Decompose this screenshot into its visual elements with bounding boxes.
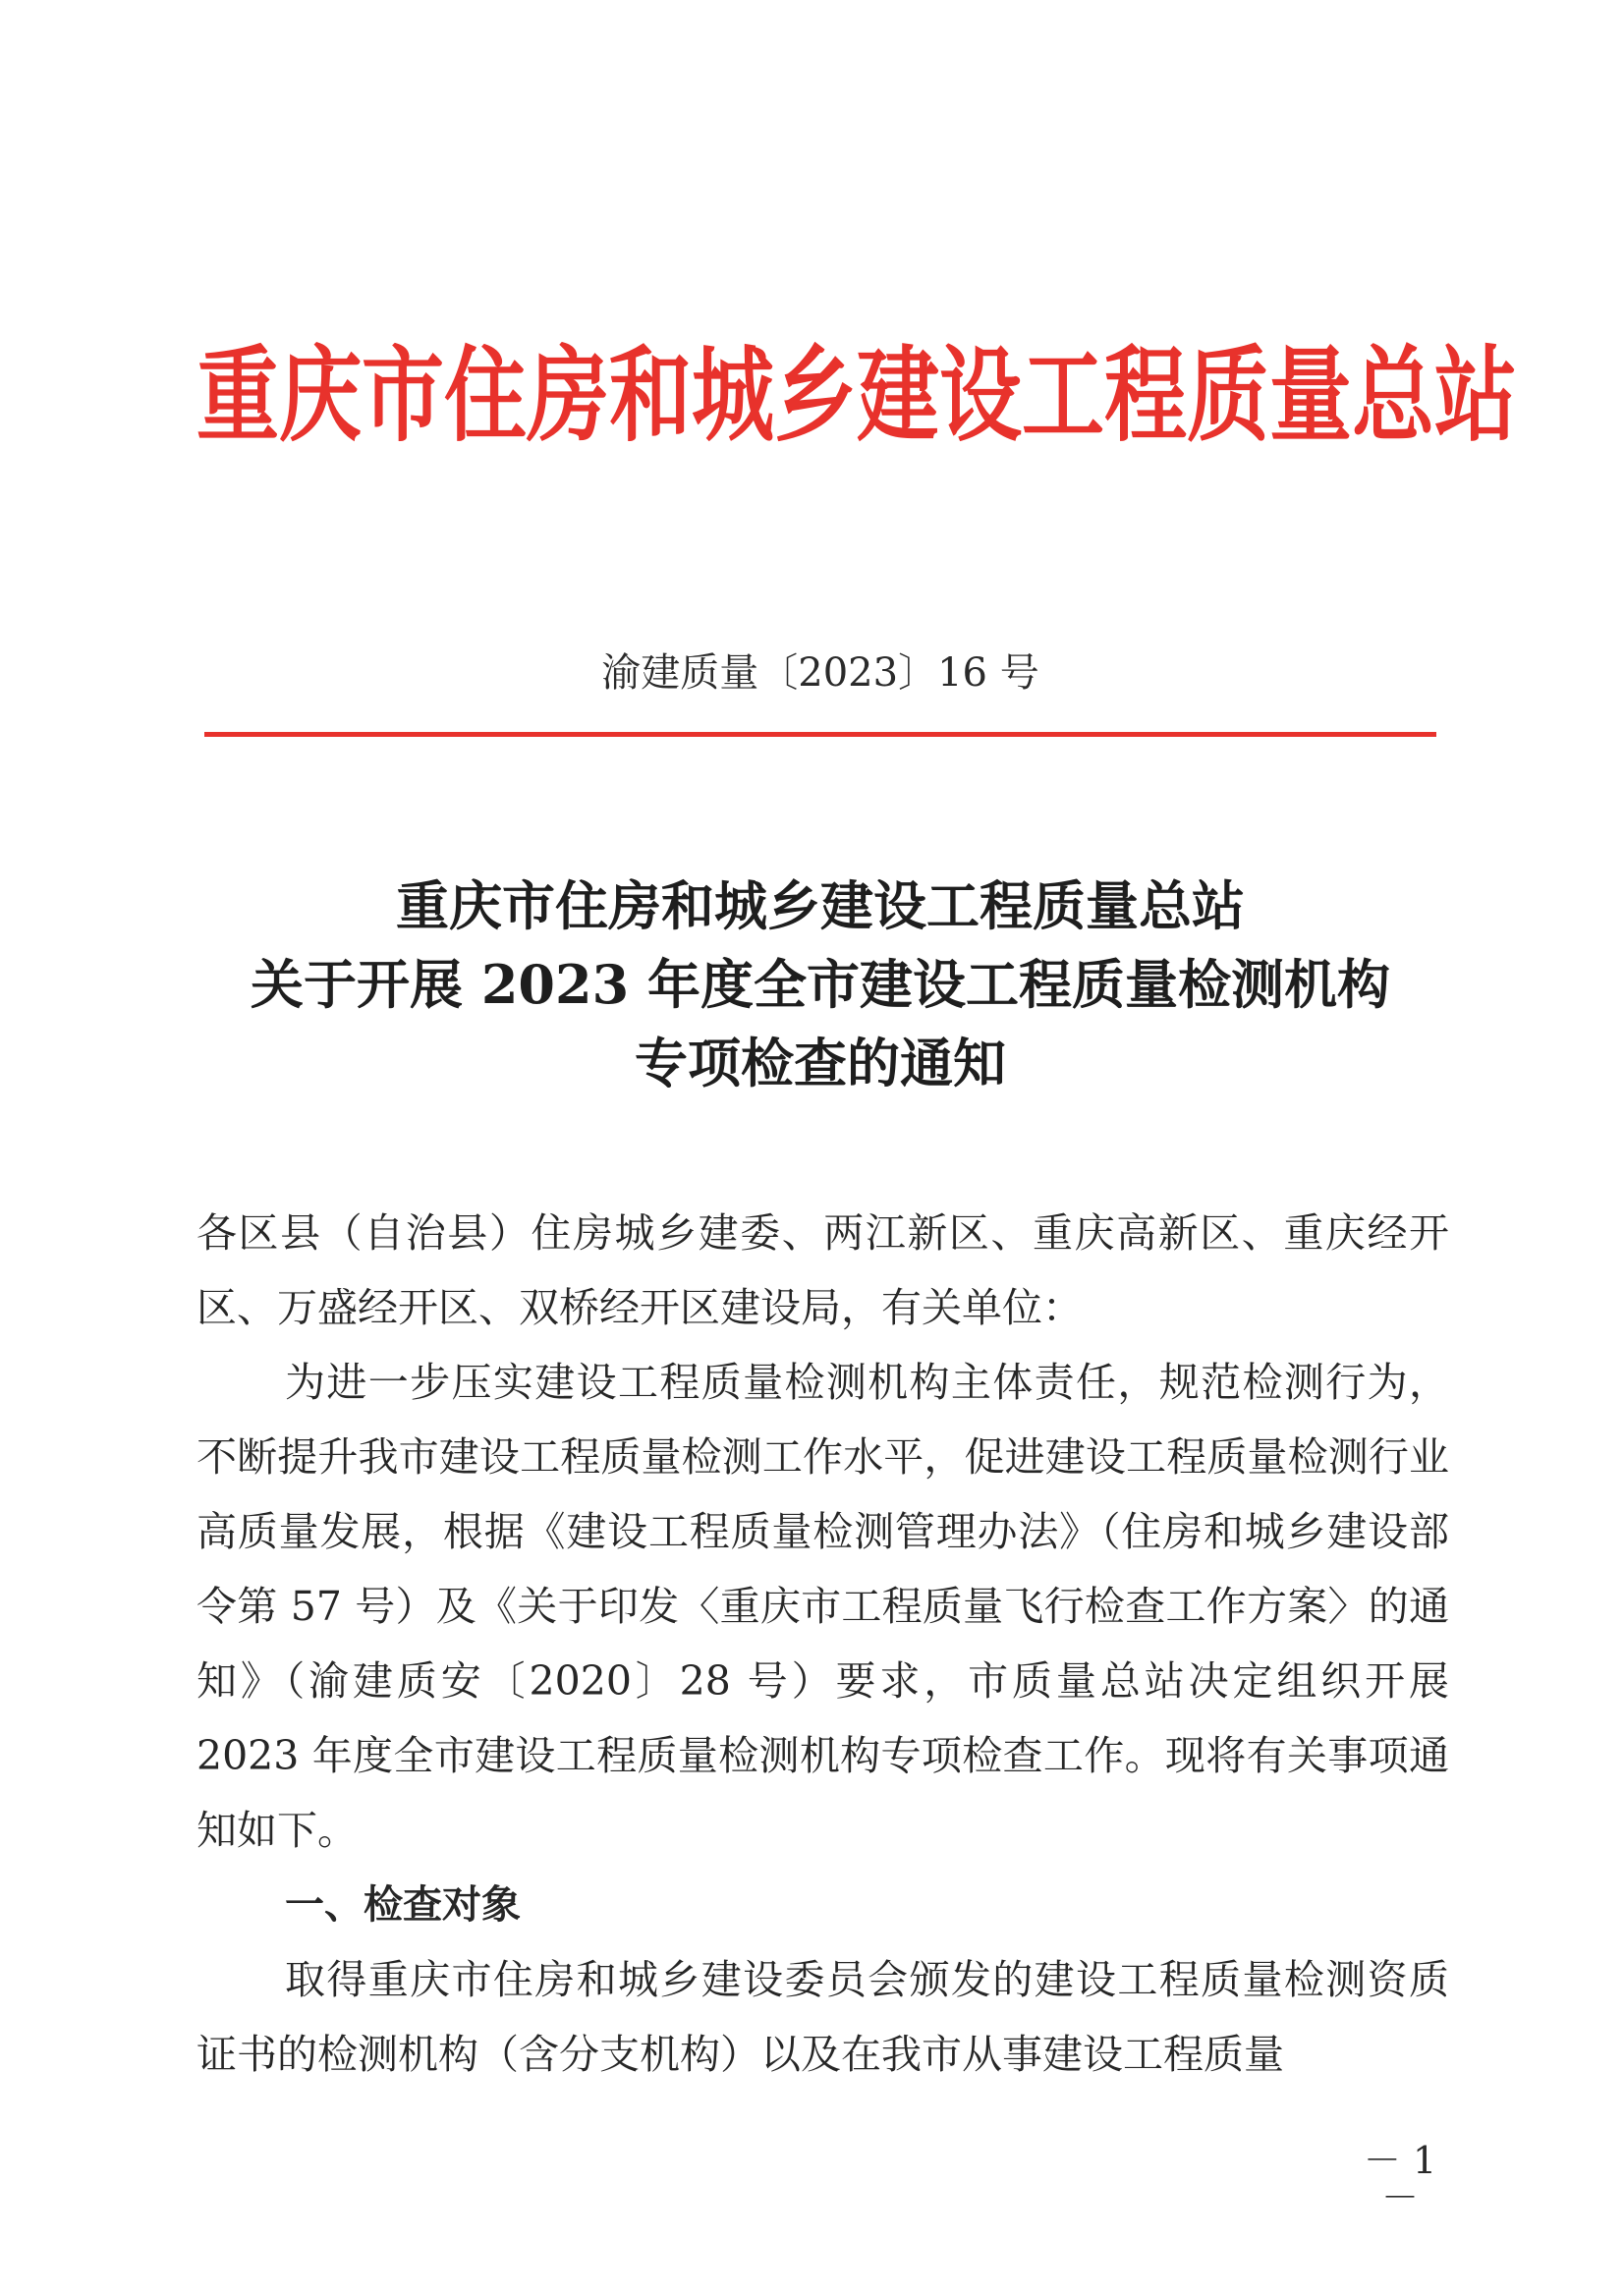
section-heading-inspection-targets: 一、检查对象 — [285, 1882, 521, 1928]
salutation: 各区县（自治县）住房城乡建委、两江新区、重庆高新区、重庆经开区、万盛经开区、双桥经开区建设局，有关单位： — [196, 1209, 1449, 1331]
section-paragraph-inspection-targets: 取得重庆市住房和城乡建设委员会颁发的建设工程质量检测资质证书的检测机构（含分支机构）以及在我市从事建设工程质量 — [196, 1956, 1449, 2078]
notice-body — [196, 1196, 1449, 2092]
page-number: － 1 － — [1363, 2139, 1437, 2219]
title-line-3: 专项检查的通知 — [635, 1032, 1006, 1094]
title-line-2: 关于开展 2023 年度全市建设工程质量检测机构 — [251, 953, 1390, 1016]
title-line-1: 重庆市住房和城乡建设工程质量总站 — [396, 874, 1245, 937]
notice-title — [196, 867, 1444, 1102]
red-divider-line — [204, 732, 1436, 737]
organization-letterhead: 重庆市住房和城乡建设工程质量总站 — [196, 335, 1518, 456]
intro-paragraph: 为进一步压实建设工程质量检测机构主体责任，规范检测行为，不断提升我市建设工程质量检测工作水平，促进建设工程质量检测行业高质量发展，根据《建设工程质量检测管理办法》（住房和城乡建设部令第 57 号）及《关于印发〈重庆市工程质量飞行检查工作方案〉的通知》（渝建质安〔2020〕28 号）要求，市质量总站决定组织开展 2023 年度全市建设工程质量检测机构专项检查工作。现将有关事项通知如下。 — [196, 1359, 1449, 1854]
document-number: 渝建质量〔2023〕16 号 — [601, 650, 1039, 696]
